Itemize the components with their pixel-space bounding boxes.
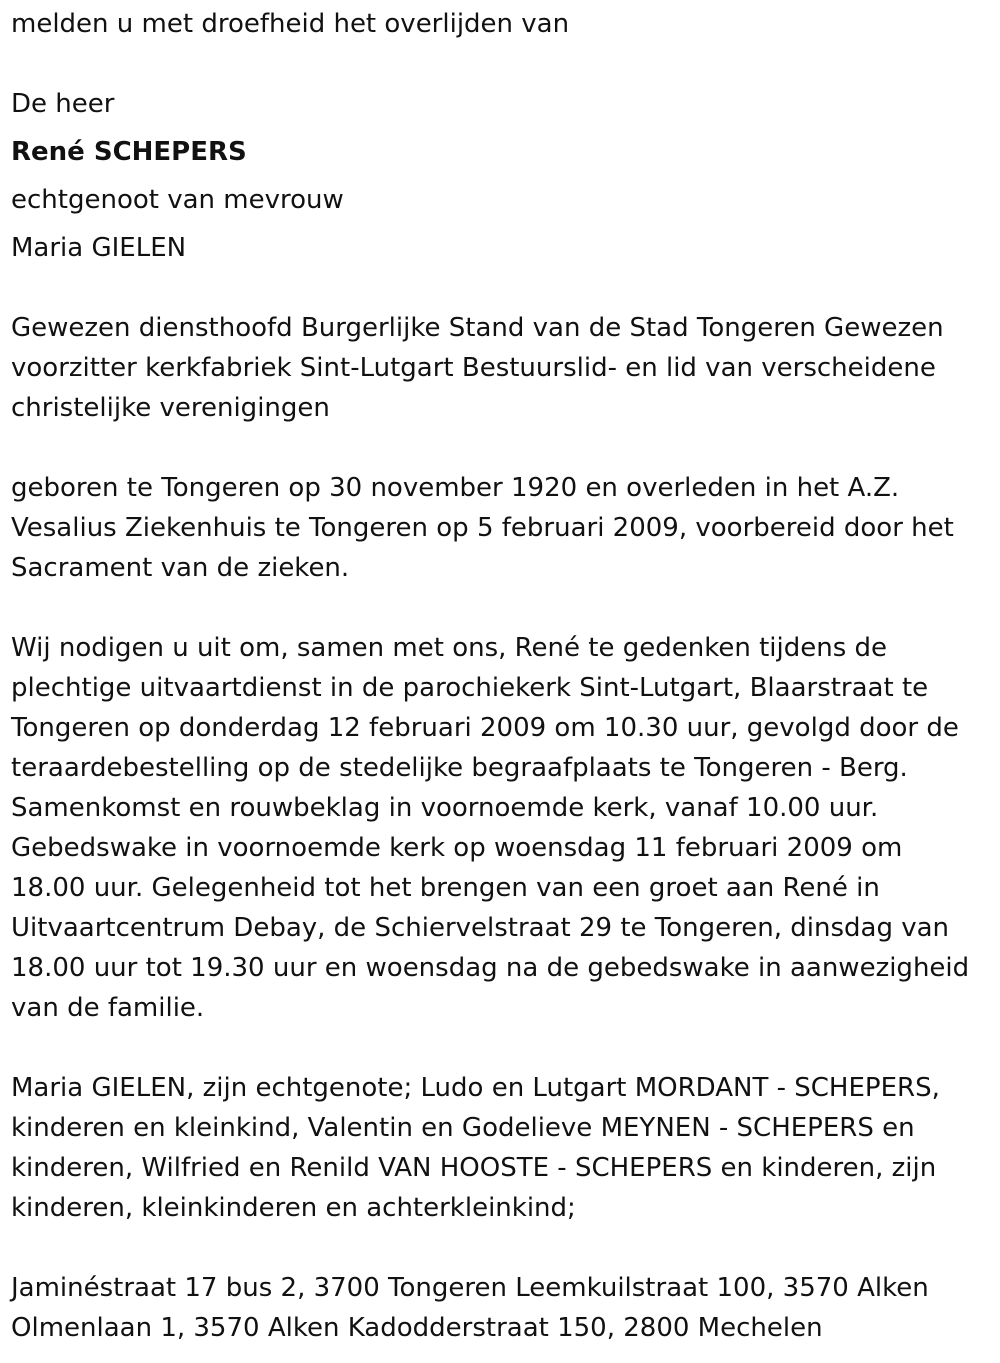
- ceremony-paragraph: [11, 628, 989, 1028]
- ceremony-line: Wij nodigen u uit om, samen met ons, René te gedenken tijdens de: [11, 633, 888, 663]
- ceremony-line: Gebedswake in voornoemde kerk op woensdag 11 februari 2009 om: [11, 833, 903, 863]
- address-paragraph: [11, 1268, 989, 1348]
- spacer: [11, 44, 989, 84]
- ceremony-line: teraardebestelling op de stedelijke begraafplaats te Tongeren - Berg.: [11, 753, 908, 783]
- birth-death-line: geboren te Tongeren op 30 november 1920 en overleden in het A.Z.: [11, 473, 900, 503]
- spacer: [11, 428, 989, 468]
- salutation: De heer: [11, 89, 115, 119]
- spacer: [11, 220, 989, 228]
- birth-death-line: Vesalius Ziekenhuis te Tongeren op 5 februari 2009, voorbereid door het: [11, 513, 954, 543]
- ceremony-line: plechtige uitvaartdienst in de parochiekerk Sint-Lutgart, Blaarstraat te: [11, 673, 929, 703]
- family-paragraph: [11, 1068, 989, 1228]
- ceremony-line: 18.00 uur. Gelegenheid tot het brengen van een groet aan René in: [11, 873, 880, 903]
- ceremony-line: Tongeren op donderdag 12 februari 2009 om 10.30 uur, gevolgd door de: [11, 713, 959, 743]
- family-line: kinderen, Wilfried en Renild VAN HOOSTE - SCHEPERS en kinderen, zijn: [11, 1153, 937, 1183]
- family-line: kinderen, kleinkinderen en achterkleinkind;: [11, 1193, 576, 1223]
- ceremony-line: 18.00 uur tot 19.30 uur en woensdag na de gebedswake in aanwezigheid: [11, 953, 970, 983]
- biography-line: Gewezen diensthoofd Burgerlijke Stand van de Stad Tongeren Gewezen: [11, 313, 944, 343]
- deceased-name: René SCHEPERS: [11, 137, 247, 167]
- family-line: Maria GIELEN, zijn echtgenote; Ludo en Lutgart MORDANT - SCHEPERS,: [11, 1073, 940, 1103]
- address-line: Olmenlaan 1, 3570 Alken Kadodderstraat 150, 2800 Mechelen: [11, 1313, 823, 1343]
- spacer: [11, 1028, 989, 1068]
- biography-paragraph: [11, 308, 989, 428]
- obituary-notice: [11, 4, 989, 1348]
- spacer: [11, 172, 989, 180]
- spouse-name: Maria GIELEN: [11, 233, 187, 263]
- spacer: [11, 1228, 989, 1268]
- family-line: kinderen en kleinkind, Valentin en Godelieve MEYNEN - SCHEPERS en: [11, 1113, 915, 1143]
- address-line: Jaminéstraat 17 bus 2, 3700 Tongeren Leemkuilstraat 100, 3570 Alken: [11, 1273, 929, 1303]
- birth-death-paragraph: [11, 468, 989, 588]
- spacer: [11, 268, 989, 308]
- spacer: [11, 124, 989, 132]
- spacer: [11, 588, 989, 628]
- spouse-label: echtgenoot van mevrouw: [11, 185, 344, 215]
- biography-line: christelijke verenigingen: [11, 393, 330, 423]
- biography-line: voorzitter kerkfabriek Sint-Lutgart Bestuurslid- en lid van verscheidene: [11, 353, 936, 383]
- birth-death-line: Sacrament van de zieken.: [11, 553, 350, 583]
- ceremony-line: van de familie.: [11, 993, 205, 1023]
- ceremony-line: Samenkomst en rouwbeklag in voornoemde kerk, vanaf 10.00 uur.: [11, 793, 879, 823]
- ceremony-line: Uitvaartcentrum Debay, de Schiervelstraat 29 te Tongeren, dinsdag van: [11, 913, 950, 943]
- intro-text: melden u met droefheid het overlijden van: [11, 9, 570, 39]
